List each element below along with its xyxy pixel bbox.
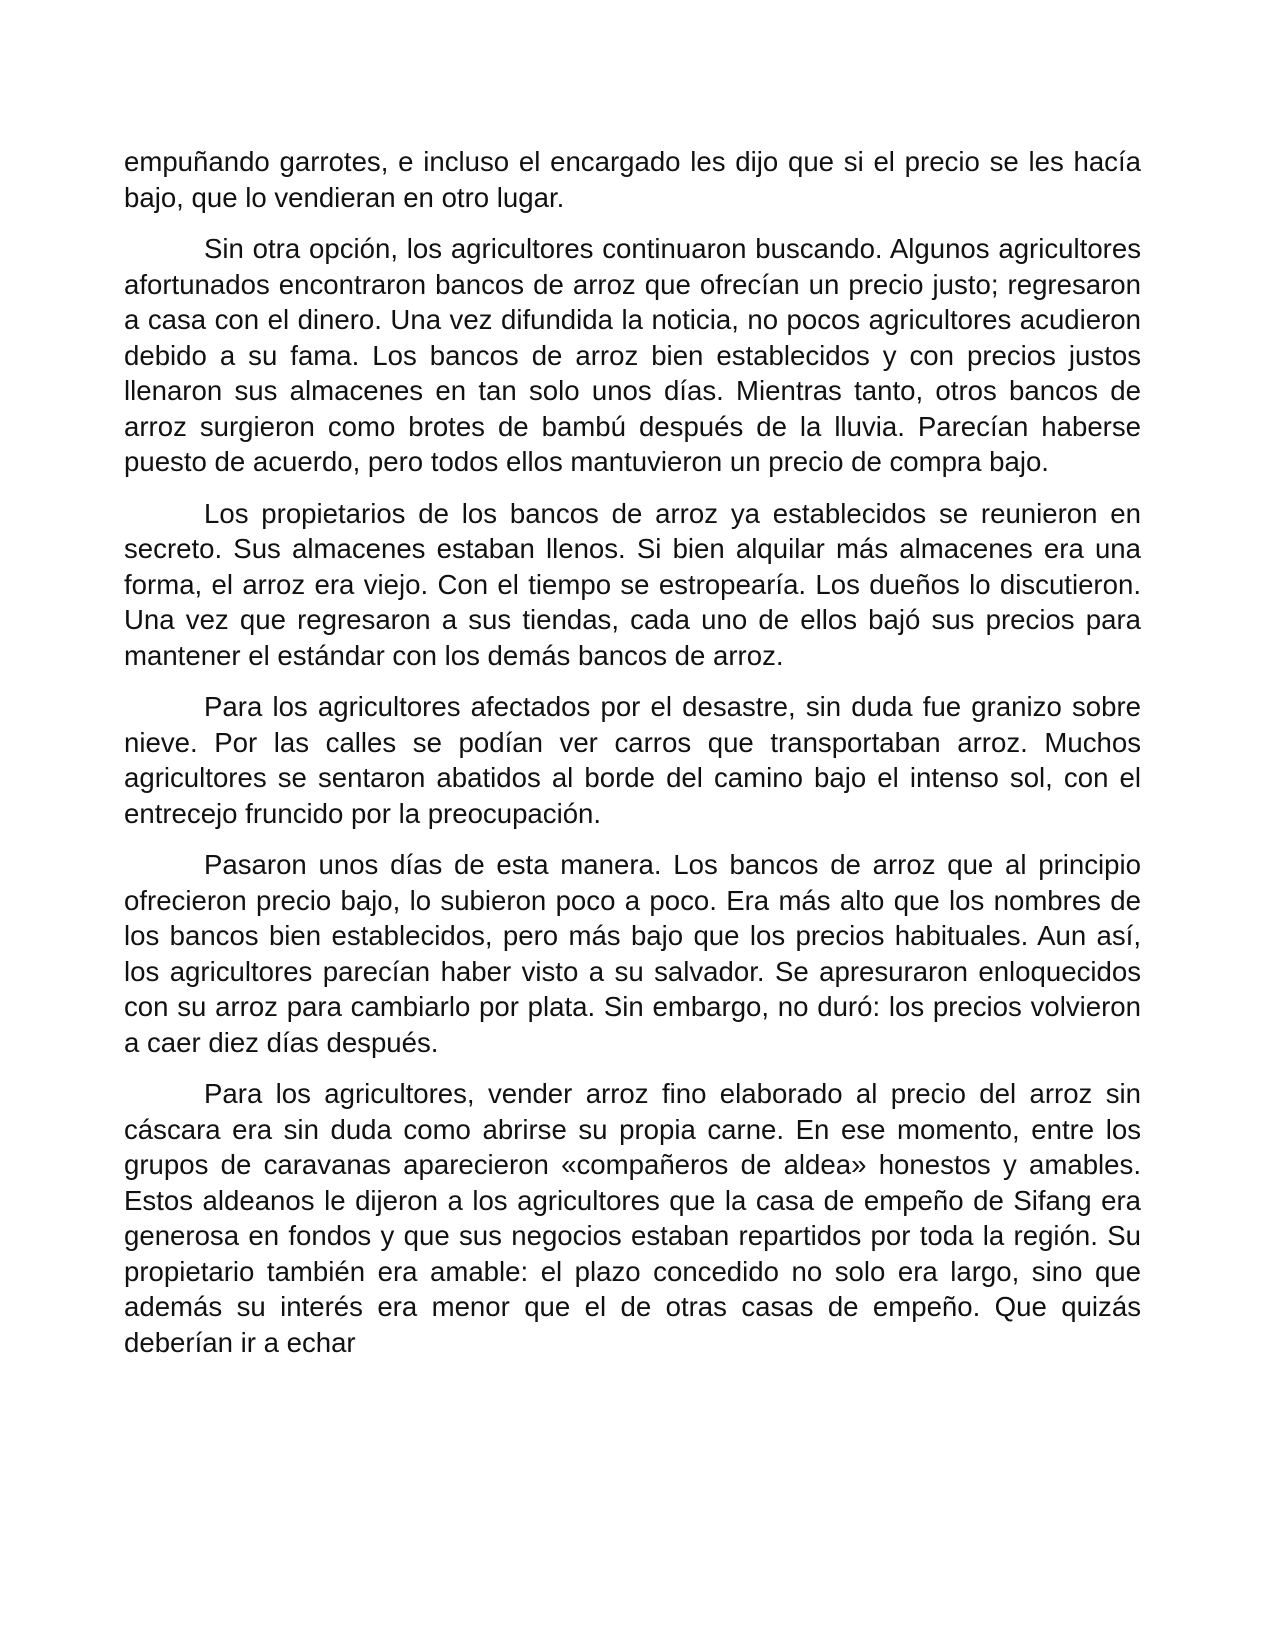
paragraph-1: empuñando garrotes, e incluso el encargado les dijo que si el precio se les hacía bajo, que lo vendieran en otro lugar.: [124, 146, 1141, 213]
document-page: [124, 144, 1141, 1376]
paragraph-4: Para los agricultores afectados por el desastre, sin duda fue granizo sobre nieve. Por las calles se podían ver carros que transportaban arroz. Muchos agricultores se sentaron abatidos al borde del camino bajo el intenso sol, con el entrecejo fruncido por la preocupación.: [124, 691, 1141, 829]
paragraph-5: Pasaron unos días de esta manera. Los bancos de arroz que al principio ofrecieron precio bajo, lo subieron poco a poco. Era más alto que los nombres de los bancos bien establecidos, pero más bajo que los precios habituales. Aun así, los agricultores parecían haber visto a su salvador. Se apresuraron enloquecidos con su arroz para cambiarlo por plata. Sin embargo, no duró: los precios volvieron a caer diez días después.: [124, 849, 1141, 1058]
paragraph-3: Los propietarios de los bancos de arroz ya establecidos se reunieron en secreto. Sus almacenes estaban llenos. Si bien alquilar más almacenes era una forma, el arroz era viejo. Con el tiempo se estropearía. Los dueños lo discutieron. Una vez que regresaron a sus tiendas, cada uno de ellos bajó sus precios para mantener el estándar con los demás bancos de arroz.: [124, 497, 1141, 671]
paragraph-6: Para los agricultores, vender arroz fino elaborado al precio del arroz sin cáscara era sin duda como abrirse su propia carne. En ese momento, entre los grupos de caravanas aparecieron «compañeros de aldea» honestos y amables. Estos aldeanos le dijeron a los agricultores que la casa de empeño de Sifang era generosa en fondos y que sus negocios estaban repartidos por toda la región. Su propietario también era amable: el plazo concedido no solo era largo, sino que además su interés era menor que el de otras casas de empeño. Que quizás deberían ir a echar: [124, 1078, 1141, 1358]
paragraph-2: Sin otra opción, los agricultores continuaron buscando. Algunos agricultores afortunados encontraron bancos de arroz que ofrecían un precio justo; regresaron a casa con el dinero. Una vez difundida la noticia, no pocos agricultores acudieron debido a su fama. Los bancos de arroz bien establecidos y con precios justos llenaron sus almacenes en tan solo unos días. Mientras tanto, otros bancos de arroz surgieron como brotes de bambú después de la lluvia. Parecían haberse puesto de acuerdo, pero todos ellos mantuvieron un precio de compra bajo.: [124, 233, 1141, 477]
